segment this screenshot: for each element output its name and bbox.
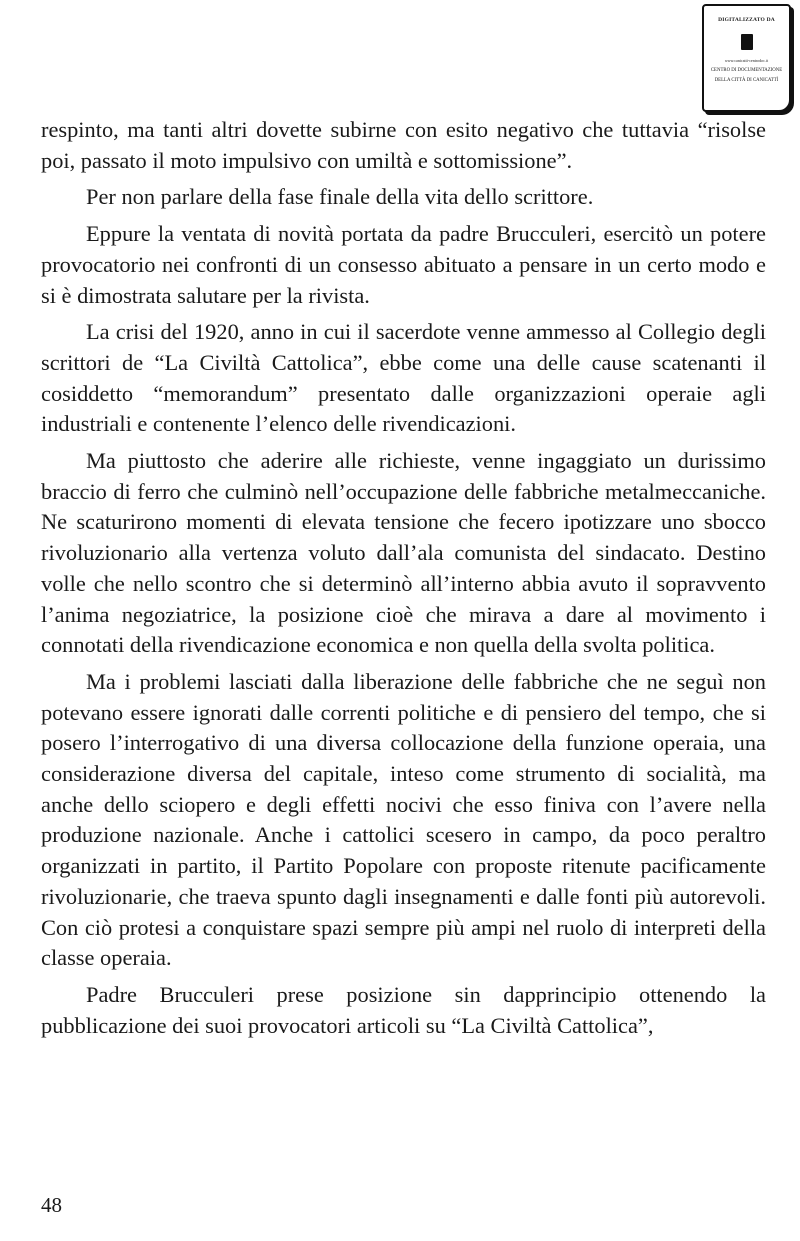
paragraph: Ma i problemi lasciati dalla liberazione delle fabbriche che ne seguì non potevano essere ignorati dalle correnti politiche e di pensiero del tempo, che si posero l’interrogativo di una diversa collocazione della funzione operaia, una considerazione diversa del capitale, inteso come strumento di socialità, ma anche dello sciopero e degli effetti nocivi che esso finiva con l’avere nella produzione nazionale. Anche i cattolici scesero in campo, da poco peraltro organizzati in partito, il Partito Popolare con proposte ritenute pacificamente rivoluzionarie, che traeva spunto dagli insegnamenti e dalle fonti più autorevoli. Con ciò protesi a conquistare spazi sempre più ampi nel ruolo di interpreti della classe operaia. (41, 668, 766, 971)
seal-icon (741, 34, 753, 50)
paragraph: La crisi del 1920, anno in cui il sacerdote venne ammesso al Collegio degli scrittori de “La Civiltà Cattolica”, ebbe come una delle cause scatenanti il cosiddetto “memorandum” presentato dalle organizzazioni operaie agli industriali e contenente l’elenco delle rivendicazioni. (41, 319, 766, 437)
stamp-line-2: DELLA CITTÀ DI CANICATTÌ (714, 78, 779, 83)
paragraph-continued: respinto, ma tanti altri dovette subirne con esito negativo che tuttavia “risolse poi, passato il moto impulsivo con umiltà e sottomissione”. (41, 117, 766, 173)
stamp-line-1: CENTRO DI DOCUMENTAZIONE (710, 68, 783, 73)
page-body (41, 115, 766, 1041)
digitization-stamp (702, 4, 791, 112)
page-number: 48 (41, 1193, 62, 1217)
paragraph: Per non parlare della fase finale della vita dello scrittore. (86, 184, 594, 210)
stamp-title: DIGITALIZZATO DA (718, 17, 775, 23)
stamp-url: www.canicatti-centrodoc.it (724, 58, 769, 63)
paragraph: Eppure la ventata di novità portata da padre Brucculeri, esercitò un potere provocatorio nei confronti di un consesso abituato a pensare in un certo modo e si è dimostrata salutare per la rivista. (41, 221, 766, 308)
paragraph: Ma piuttosto che aderire alle richieste, venne ingaggiato un durissimo braccio di ferro che culminò nell’occupazione delle fabbriche metalmeccaniche. Ne scaturirono momenti di elevata tensione che fecero ipotizzare uno sbocco rivoluzionario alla vertenza voluto dall’ala comunista del sindacato. Destino volle che nello scontro che si determinò all’interno abbia avuto il sopravvento l’anima negoziatrice, la posizione cioè che mirava a dare al movimento i connotati della rivendicazione economica e non quella della svolta politica. (41, 448, 766, 658)
paragraph: Padre Brucculeri prese posizione sin dapprincipio ottenendo la pubblicazione dei suoi provocatori articoli su “La Civiltà Cattolica”, (41, 981, 766, 1038)
